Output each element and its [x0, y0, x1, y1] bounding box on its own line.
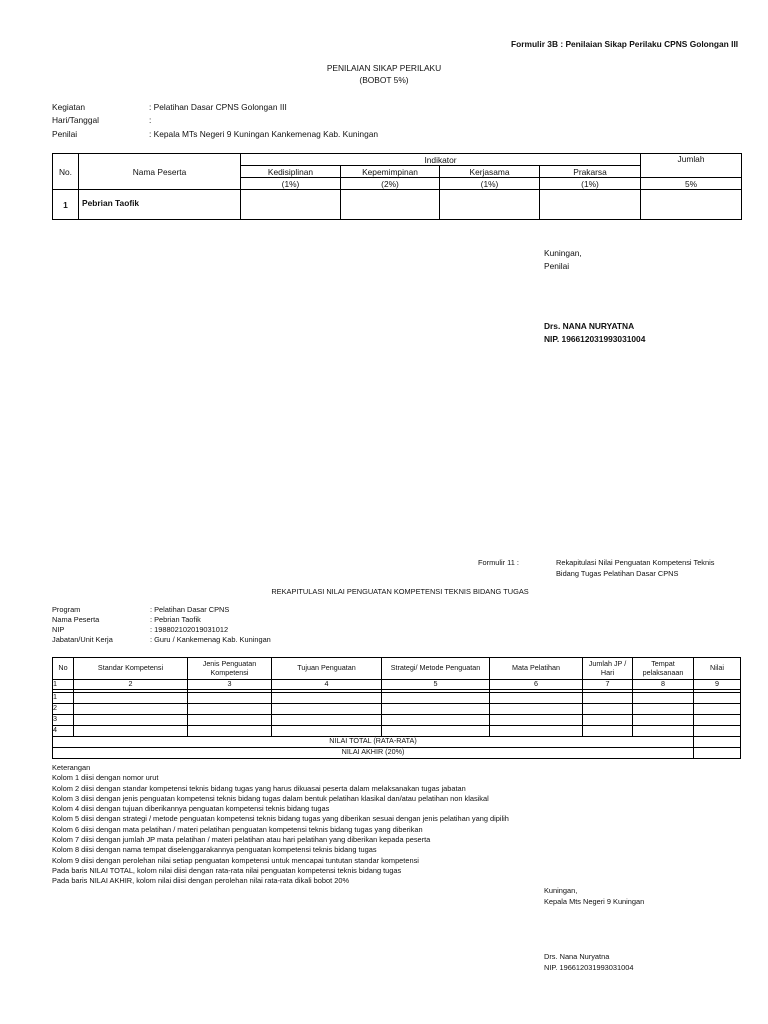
weight-cell: (1%)	[241, 178, 341, 190]
signature-name: Drs. NANA NURYATNA	[544, 321, 635, 331]
data-cell[interactable]	[633, 692, 694, 703]
info-label: Program	[52, 605, 81, 614]
page-subtitle: (BOBOT 5%)	[359, 75, 409, 85]
col-header: Tujuan Penguatan	[272, 658, 382, 680]
data-cell[interactable]	[490, 703, 583, 714]
score-cell[interactable]	[641, 190, 742, 220]
info-value: : 198802102019031012	[150, 625, 229, 634]
info-label: NIP	[52, 625, 65, 634]
row-no: 1	[53, 190, 79, 220]
col-number: 8	[633, 680, 694, 690]
data-cell[interactable]	[583, 703, 633, 714]
data-cell[interactable]	[272, 703, 382, 714]
info-label: Kegiatan	[52, 102, 86, 112]
nilai-total-value[interactable]	[694, 736, 741, 747]
col-header: Nilai	[694, 658, 741, 680]
signature-place: Kuningan,	[544, 248, 582, 258]
signature2-name: Drs. Nana Nuryatna	[544, 952, 610, 961]
nilai-akhir-label: NILAI AKHIR (20%)	[53, 747, 694, 758]
indicator-kepemimpinan: Kepemimpinan	[341, 166, 440, 178]
data-cell[interactable]	[633, 725, 694, 736]
data-cell[interactable]	[490, 725, 583, 736]
data-cell[interactable]	[583, 714, 633, 725]
col-number: 7	[583, 680, 633, 690]
weight-cell: (2%)	[341, 178, 440, 190]
penilaian-table	[52, 153, 742, 220]
col-header: Jenis Penguatan Kompetensi	[188, 658, 272, 680]
row-nama: Pebrian Taofik	[79, 190, 241, 220]
col-header: Mata Pelatihan	[490, 658, 583, 680]
note-line: Pada baris NILAI AKHIR, kolom nilai diisi dengan perolehan nilai rata-rata dikali bobot 20%	[52, 876, 350, 886]
note-line: Kolom 2 diisi dengan standar kompetensi teknis bidang tugas yang harus dikuasai peserta dalam melaksanakan tugas jabatan	[52, 783, 466, 793]
indicator-kedisiplinan: Kedisiplinan	[241, 166, 341, 178]
info-label: Nama Peserta	[52, 615, 100, 624]
note-line: Pada baris NILAI TOTAL, kolom nilai diisi dengan rata-rata nilai penguatan kompetensi teknis bidang tugas	[52, 865, 402, 875]
form11-desc: Rekapitulasi Nilai Penguatan Kompetensi Teknis	[556, 558, 715, 567]
data-cell[interactable]	[74, 714, 188, 725]
data-cell[interactable]	[490, 692, 583, 703]
data-cell[interactable]	[382, 714, 490, 725]
data-cell[interactable]	[188, 692, 272, 703]
data-cell[interactable]	[694, 692, 741, 703]
score-cell[interactable]	[341, 190, 440, 220]
col-nama-header: Nama Peserta	[79, 154, 241, 190]
nilai-akhir-value[interactable]	[694, 747, 741, 758]
nilai-total-label: NILAI TOTAL (RATA-RATA)	[53, 736, 694, 747]
signature-role: Penilai	[544, 261, 570, 271]
info-label: Hari/Tanggal	[52, 115, 100, 125]
info-value: : Pelatihan Dasar CPNS Golongan III	[149, 102, 287, 112]
table-row	[53, 725, 741, 736]
info-label: Jabatan/Unit Kerja	[52, 635, 113, 644]
col-header: Tempat pelaksanaan	[633, 658, 694, 680]
data-cell[interactable]	[694, 714, 741, 725]
rekap-table	[52, 657, 741, 759]
data-cell[interactable]	[583, 725, 633, 736]
col-number: 5	[382, 680, 490, 690]
signature2-nip: NIP. 196612031993031004	[544, 963, 634, 972]
data-cell[interactable]	[188, 703, 272, 714]
score-cell[interactable]	[540, 190, 641, 220]
data-cell[interactable]	[382, 703, 490, 714]
col-header: Jumlah JP / Hari	[583, 658, 633, 680]
data-cell[interactable]	[188, 725, 272, 736]
col-header: Strategi/ Metode Penguatan	[382, 658, 490, 680]
data-cell[interactable]	[633, 703, 694, 714]
table-row	[53, 703, 741, 714]
col-indikator-header: Indikator	[241, 154, 641, 166]
data-cell[interactable]	[272, 714, 382, 725]
info-value: : Kepala MTs Negeri 9 Kuningan Kankemenag Kab. Kuningan	[149, 129, 379, 139]
note-line: Kolom 4 diisi dengan tujuan diberikannya penguatan kompetensi teknis bidang tugas	[52, 804, 330, 814]
info-block	[52, 102, 452, 142]
signature2-place: Kuningan,	[544, 886, 578, 895]
col-number: 6	[490, 680, 583, 690]
indicator-prakarsa: Prakarsa	[540, 166, 641, 178]
note-line: Kolom 1 diisi dengan nomor urut	[52, 773, 159, 783]
row-no: 4	[53, 725, 74, 736]
col-jumlah-header: Jumlah	[641, 154, 742, 178]
indicator-kerjasama: Kerjasama	[440, 166, 540, 178]
data-cell[interactable]	[74, 725, 188, 736]
info-value: :	[149, 115, 152, 125]
score-cell[interactable]	[241, 190, 341, 220]
data-cell[interactable]	[694, 703, 741, 714]
data-cell[interactable]	[490, 714, 583, 725]
table-row	[53, 714, 741, 725]
table-row	[53, 190, 742, 220]
row-no: 1	[53, 692, 74, 703]
info-value: : Pelatihan Dasar CPNS	[150, 605, 230, 614]
weight-cell: (1%)	[440, 178, 540, 190]
score-cell[interactable]	[440, 190, 540, 220]
note-line: Kolom 3 diisi dengan jenis penguatan kompetensi teknis bidang tugas dalam bentuk pelatihan klasikal dan/atau pelatihan non klasikal	[52, 793, 489, 803]
data-cell[interactable]	[188, 714, 272, 725]
col-number: 3	[188, 680, 272, 690]
info-value: : Pebrian Taofik	[150, 615, 201, 624]
signature-nip: NIP. 196612031993031004	[544, 334, 646, 344]
rekap-info-block	[52, 605, 452, 649]
note-line: Kolom 5 diisi dengan strategi / metode penguatan kompetensi teknis bidang tugas yang diberikan sesuai dengan jenis pelatihan yang dipilih	[52, 814, 509, 824]
col-number: 9	[694, 680, 741, 690]
jumlah-weight: 5%	[641, 178, 742, 190]
page-title: PENILAIAN SIKAP PERILAKU	[326, 63, 442, 73]
note-line: Kolom 6 diisi dengan mata pelatihan / materi pelatihan penguatan kompetensi teknis bidang tugas yang diberikan	[52, 824, 423, 834]
data-cell[interactable]	[272, 725, 382, 736]
col-number: 2	[74, 680, 188, 690]
col-header: Standar Kompetensi	[74, 658, 188, 680]
keterangan-notes	[52, 763, 612, 887]
rekap-title: REKAPITULASI NILAI PENGUATAN KOMPETENSI TEKNIS BIDANG TUGAS	[271, 587, 529, 596]
data-cell[interactable]	[583, 692, 633, 703]
note-line: Kolom 7 diisi dengan jumlah JP mata pelatihan / materi pelatihan atau hari pelatihan yang diberikan kepada peserta	[52, 835, 431, 845]
data-cell[interactable]	[694, 725, 741, 736]
form11-desc: Bidang Tugas Pelatihan Dasar CPNS	[556, 569, 679, 578]
row-no: 2	[53, 703, 74, 714]
data-cell[interactable]	[272, 692, 382, 703]
signature2-role: Kepala Mts Negeri 9 Kuningan	[544, 897, 645, 906]
col-no-header: No.	[53, 154, 79, 190]
col-header: No	[53, 658, 74, 680]
note-line: Kolom 8 diisi dengan nama tempat diselenggarakannya penguatan kompetensi teknis bidang tugas	[52, 845, 377, 855]
col-number: 4	[272, 680, 382, 690]
data-cell[interactable]	[74, 703, 188, 714]
data-cell[interactable]	[382, 692, 490, 703]
row-no: 3	[53, 714, 74, 725]
data-cell[interactable]	[382, 725, 490, 736]
col-number: 1	[53, 680, 74, 690]
data-cell[interactable]	[633, 714, 694, 725]
info-value: : Guru / Kankemenag Kab. Kuningan	[150, 635, 271, 644]
weight-cell: (1%)	[540, 178, 641, 190]
form11-label: Formulir 11 :	[478, 558, 519, 567]
table-row	[53, 692, 741, 703]
info-label: Penilai	[52, 129, 78, 139]
note-line: Keterangan	[52, 763, 91, 772]
note-line: Kolom 9 diisi dengan perolehan nilai setiap penguatan kompetensi untuk mencapai tuntutan standar kompetensi	[52, 855, 419, 865]
form-label: Formulir 3B : Penilaian Sikap Perilaku CPNS Golongan III	[511, 39, 739, 49]
data-cell[interactable]	[74, 692, 188, 703]
